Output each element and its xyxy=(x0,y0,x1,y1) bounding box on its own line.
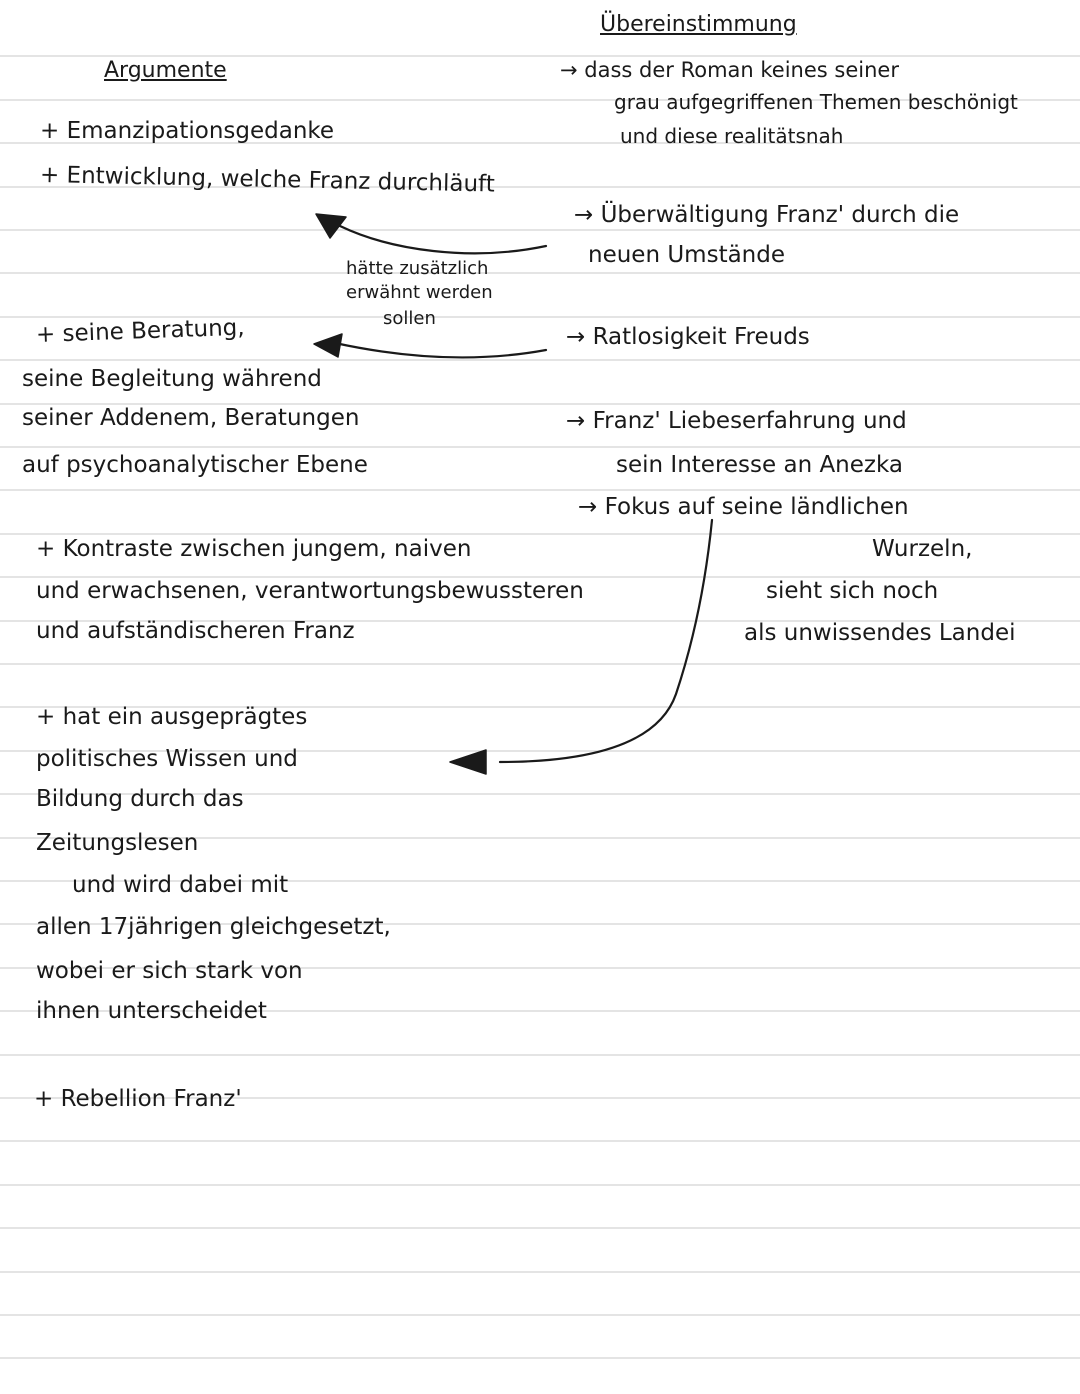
agreement-point4-line-1: → Franz' Liebeserfahrung und xyxy=(566,408,907,434)
argument-knowledge-line-8: ihnen unterscheidet xyxy=(36,998,267,1024)
side-note-line-3: sollen xyxy=(383,308,436,329)
arrow-counselling xyxy=(335,343,546,357)
argument-counselling-line-1: + seine Beratung, xyxy=(35,314,246,348)
side-note-line-2: erwähnt werden xyxy=(346,282,493,303)
argument-contrasts-line-1: + Kontraste zwischen jungem, naiven xyxy=(36,536,472,562)
argument-rebellion: + Rebellion Franz' xyxy=(34,1086,242,1112)
argument-development: + Entwicklung, welche Franz durchläuft xyxy=(39,162,496,198)
agreement-point1-line-1: → dass der Roman keines seiner xyxy=(560,58,899,82)
argument-emancipation: + Emanzipationsgedanke xyxy=(40,118,335,144)
arrow-rural-roots xyxy=(500,520,712,762)
agreement-point2-line-2: neuen Umstände xyxy=(588,242,786,268)
argument-contrasts-line-3: und aufständischeren Franz xyxy=(36,618,355,644)
argument-counselling-line-2: seine Begleitung während xyxy=(22,366,322,392)
argument-knowledge-line-1: + hat ein ausgeprägtes xyxy=(36,704,308,730)
agreement-point5-line-1: → Fokus auf seine ländlichen xyxy=(578,494,909,520)
agreement-point1-line-3: und diese realitätsnah xyxy=(620,124,844,148)
argument-counselling-line-3: seiner Addenem, Beratungen xyxy=(22,405,360,431)
agreement-point2-line-1: → Überwältigung Franz' durch die xyxy=(574,202,960,228)
side-note-line-1: hätte zusätzlich xyxy=(346,258,489,279)
agreement-point5-line-4: als unwissendes Landei xyxy=(744,620,1016,646)
argument-knowledge-line-3: Bildung durch das xyxy=(36,786,244,812)
argument-knowledge-line-5: und wird dabei mit xyxy=(72,872,289,898)
argument-knowledge-line-4: Zeitungslesen xyxy=(36,830,199,856)
argument-contrasts-line-2: und erwachsenen, verantwortungsbewussteren xyxy=(36,578,584,604)
arrow-development xyxy=(340,226,546,253)
agreement-point5-line-2: Wurzeln, xyxy=(872,536,973,562)
arrowhead-rural-roots xyxy=(450,750,486,774)
arguments-heading: Argumente xyxy=(104,58,227,83)
agreement-point1-line-2: grau aufgegriffenen Themen beschönigt xyxy=(614,90,1018,114)
agreement-point4-line-2: sein Interesse an Anezka xyxy=(616,452,903,478)
argument-counselling-line-4: auf psychoanalytischer Ebene xyxy=(22,452,368,478)
agreement-heading: Übereinstimmung xyxy=(600,12,797,37)
arrowhead-counselling xyxy=(314,334,342,357)
argument-knowledge-line-2: politisches Wissen und xyxy=(36,746,298,772)
agreement-point3: → Ratlosigkeit Freuds xyxy=(566,324,810,350)
argument-knowledge-line-7: wobei er sich stark von xyxy=(36,958,303,984)
agreement-point5-line-3: sieht sich noch xyxy=(766,578,939,604)
argument-knowledge-line-6: allen 17jährigen gleichgesetzt, xyxy=(36,914,391,940)
